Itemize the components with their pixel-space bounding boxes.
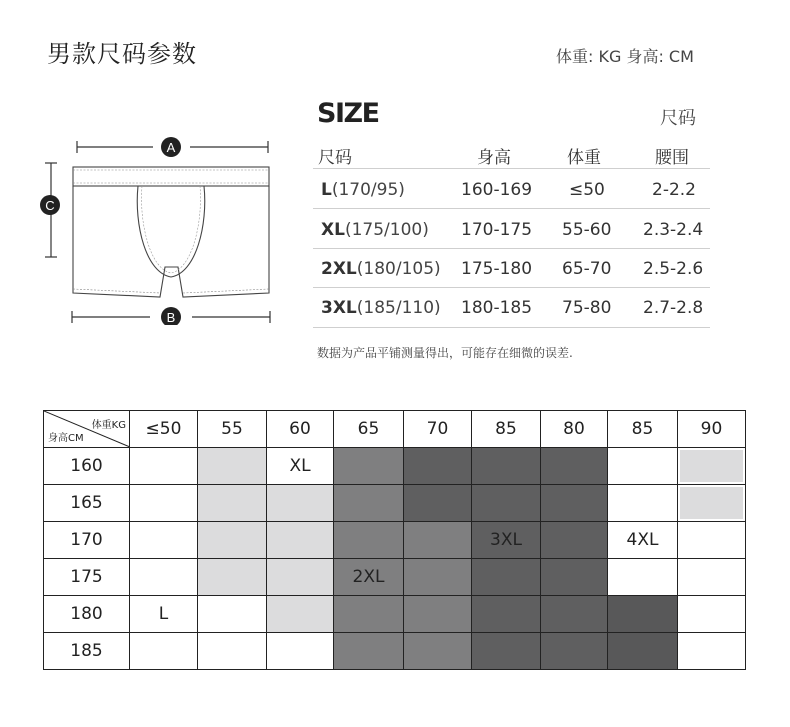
table-divider [313, 287, 710, 288]
measurement-note: 数据为产品平铺测量得出，可能存在细微的误差. [317, 346, 573, 360]
row-size-3xl: 3XL(185/110) [321, 298, 441, 318]
grid-cell [541, 448, 608, 485]
grid-cell-xl: XL [267, 448, 334, 485]
row-size-xl: XL(175/100) [321, 220, 429, 240]
grid-corner: 体重KG 身高CM [44, 411, 130, 448]
grid-cell [404, 559, 472, 596]
grid-cell [678, 522, 746, 559]
row-weight-xl: 55-60 [562, 220, 612, 240]
grid-cell [267, 596, 334, 633]
grid-cell [678, 485, 746, 522]
grid-cell [404, 522, 472, 559]
grid-row [44, 522, 746, 559]
grid-cell [404, 485, 472, 522]
grid-cell-2xl: 2XL [334, 559, 404, 596]
row-weight-2xl: 65-70 [562, 259, 612, 279]
height-header: 175 [44, 559, 130, 596]
height-header: 180 [44, 596, 130, 633]
units-label: 体重: KG 身高: CM [556, 47, 694, 66]
grid-cell [608, 633, 678, 670]
grid-cell [130, 559, 198, 596]
weight-header: 55 [198, 411, 267, 448]
size-grid [43, 410, 746, 670]
row-weight-l: ≤50 [569, 180, 605, 200]
grid-cell [678, 633, 746, 670]
grid-cell [608, 559, 678, 596]
grid-cell [198, 596, 267, 633]
row-size-l: L(170/95) [321, 180, 405, 200]
grid-header-row [44, 411, 746, 448]
weight-header: 65 [334, 411, 404, 448]
col-header-weight: 体重 [567, 148, 601, 168]
grid-cell [472, 596, 541, 633]
size-right-label: 尺码 [660, 108, 696, 129]
grid-cell [198, 485, 267, 522]
grid-cell [608, 485, 678, 522]
grid-cell [608, 596, 678, 633]
grid-cell [404, 596, 472, 633]
weight-header: 70 [404, 411, 472, 448]
grid-cell [198, 448, 267, 485]
size-title: SIZE [317, 98, 379, 129]
grid-cell-3xl: 3XL [472, 522, 541, 559]
grid-cell [130, 448, 198, 485]
weight-header: 85 [472, 411, 541, 448]
grid-cell [678, 448, 746, 485]
grid-cell [404, 633, 472, 670]
grid-cell-l: L [130, 596, 198, 633]
grid-cell [541, 633, 608, 670]
grid-cell [198, 633, 267, 670]
grid-cell [541, 485, 608, 522]
weight-header: ≤50 [130, 411, 198, 448]
weight-header: 60 [267, 411, 334, 448]
table-divider [313, 168, 710, 169]
grid-cell [608, 448, 678, 485]
grid-cell [334, 485, 404, 522]
grid-cell [334, 633, 404, 670]
grid-cell [404, 448, 472, 485]
row-weight-3xl: 75-80 [562, 298, 612, 318]
height-header: 165 [44, 485, 130, 522]
grid-row [44, 448, 746, 485]
grid-cell [678, 596, 746, 633]
grid-cell [267, 633, 334, 670]
grid-cell [130, 522, 198, 559]
row-waist-xl: 2.3-2.4 [643, 220, 704, 240]
grid-row [44, 596, 746, 633]
underwear-diagram [30, 125, 290, 325]
grid-cell [678, 559, 746, 596]
row-waist-l: 2-2.2 [652, 180, 696, 200]
grid-cell [130, 633, 198, 670]
grid-cell [267, 522, 334, 559]
grid-cell [334, 522, 404, 559]
grid-cell [198, 559, 267, 596]
svg-text:A: A [166, 140, 176, 155]
grid-cell [541, 522, 608, 559]
grid-cell [267, 485, 334, 522]
grid-row [44, 485, 746, 522]
grid-cell [198, 522, 267, 559]
height-header: 160 [44, 448, 130, 485]
weight-header: 90 [678, 411, 746, 448]
height-header: 170 [44, 522, 130, 559]
row-height-2xl: 175-180 [461, 259, 533, 279]
grid-cell [334, 448, 404, 485]
grid-cell [541, 559, 608, 596]
grid-cell [472, 448, 541, 485]
col-header-waist: 腰围 [655, 148, 689, 168]
svg-text:B: B [166, 310, 176, 325]
grid-cell-4xl: 4XL [608, 522, 678, 559]
svg-text:C: C [45, 198, 55, 213]
grid-row [44, 559, 746, 596]
row-size-2xl: 2XL(180/105) [321, 259, 441, 279]
height-header: 185 [44, 633, 130, 670]
col-header-size: 尺码 [318, 148, 352, 168]
row-height-l: 160-169 [461, 180, 533, 200]
col-header-height: 身高 [477, 148, 511, 168]
row-waist-3xl: 2.7-2.8 [643, 298, 704, 318]
grid-cell [472, 485, 541, 522]
table-divider [313, 248, 710, 249]
row-waist-2xl: 2.5-2.6 [643, 259, 704, 279]
weight-header: 80 [541, 411, 608, 448]
table-divider [313, 208, 710, 209]
page-title: 男款尺码参数 [47, 40, 197, 68]
table-divider [313, 327, 710, 328]
grid-cell [472, 633, 541, 670]
grid-cell [472, 559, 541, 596]
grid-cell [334, 596, 404, 633]
grid-row [44, 633, 746, 670]
grid-cell [541, 596, 608, 633]
row-height-3xl: 180-185 [461, 298, 533, 318]
row-height-xl: 170-175 [461, 220, 533, 240]
grid-cell [130, 485, 198, 522]
weight-header: 85 [608, 411, 678, 448]
grid-cell [267, 559, 334, 596]
